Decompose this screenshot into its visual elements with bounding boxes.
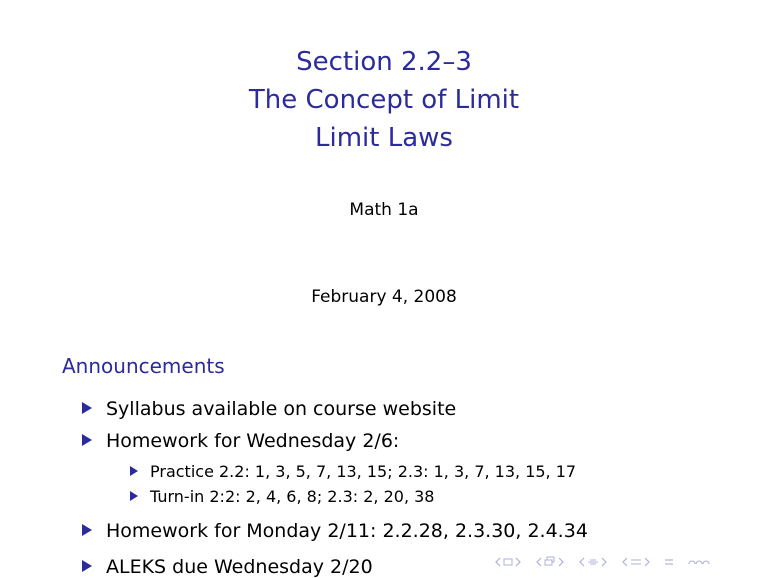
prev-slide-icon[interactable] (494, 557, 502, 567)
list-item (82, 556, 373, 578)
subsection-icon (587, 557, 599, 567)
sub-bullet-icon (130, 466, 138, 476)
search-icon[interactable] (687, 556, 713, 568)
list-item-text: Syllabus available on course website (106, 398, 457, 420)
date: February 4, 2008 (311, 287, 457, 307)
bullet-icon (82, 402, 92, 414)
list-item-text: ALEKS due Wednesday 2/20 (106, 556, 373, 578)
next-slide-icon[interactable] (514, 557, 522, 567)
title-line-2: The Concept of Limit (248, 85, 520, 115)
sub-bullet-icon (130, 491, 138, 501)
next-frame-icon[interactable] (557, 557, 565, 567)
bullet-icon (82, 524, 92, 536)
frame-nav (535, 556, 565, 568)
presentation-title (0, 43, 768, 157)
subsection-nav (578, 557, 608, 567)
list-item (82, 430, 399, 452)
author: Math 1a (349, 200, 419, 220)
next-section-icon[interactable] (643, 557, 651, 567)
doc-nav (664, 557, 674, 567)
list-item (82, 398, 456, 420)
prev-section-icon[interactable] (621, 557, 629, 567)
search-nav (687, 556, 713, 568)
prev-subsection-icon[interactable] (578, 557, 586, 567)
next-subsection-icon[interactable] (600, 557, 608, 567)
list-item-text: Homework for Monday 2/11: 2.2.28, 2.3.30, 2.4.34 (106, 520, 588, 542)
title-line-3: Limit Laws (315, 123, 453, 153)
list-item (82, 520, 588, 542)
section-icon (630, 557, 642, 567)
prev-frame-icon[interactable] (535, 557, 543, 567)
list-item-text: Homework for Wednesday 2/6: (106, 430, 400, 452)
sub-list-item-text: Practice 2.2: 1, 3, 5, 7, 13, 15; 2.3: 1, 3, 7, 13, 15, 17 (150, 462, 577, 481)
align-icon[interactable] (664, 557, 674, 567)
sub-list-item-text: Turn-in 2:2: 2, 4, 6, 8; 2.3: 2, 20, 38 (150, 487, 435, 506)
beamer-navigation (494, 554, 723, 570)
section-nav (621, 557, 651, 567)
sub-list-item (130, 487, 434, 506)
bullet-icon (82, 434, 92, 446)
slide-nav (494, 557, 522, 567)
frame-icon (544, 556, 556, 568)
bullet-icon (82, 560, 92, 572)
sub-list-item (130, 462, 576, 481)
slide-icon (503, 557, 513, 567)
frame-title: Announcements (62, 354, 225, 378)
title-line-1: Section 2.2–3 (296, 47, 472, 77)
